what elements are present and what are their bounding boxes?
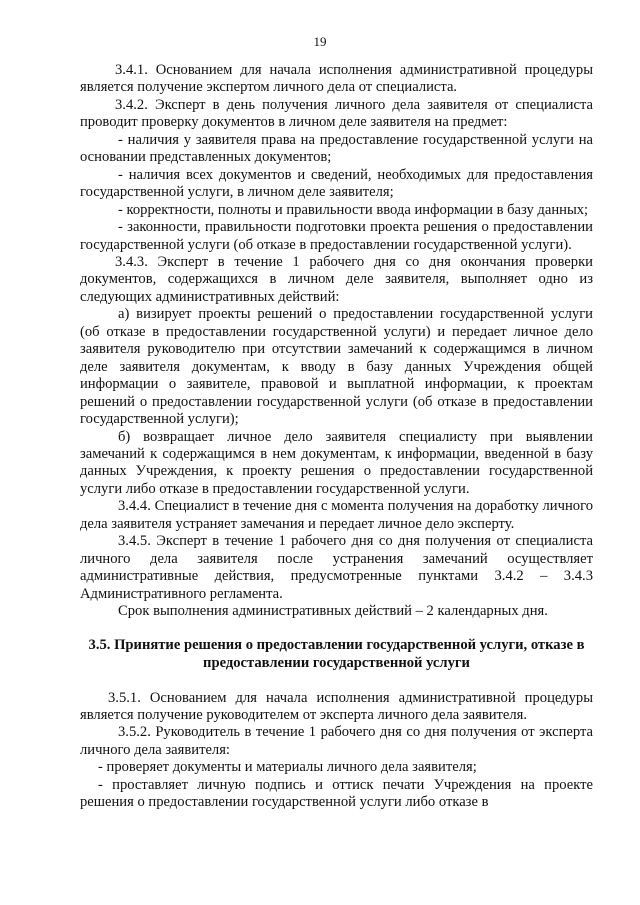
list-item-correctness: - корректности, полноты и правильности ввода информации в базу данных; [118,201,589,218]
paragraph-3-4-2: 3.4.2. Эксперт в день получения личного дела заявителя от специалиста проводит проверку документов в личном деле заявителя на предмет: [80,96,593,131]
list-item-rights: - наличия у заявителя права на предоставление государственной услуги на основании представленных документов; [80,131,593,166]
document-body [80,62,593,812]
paragraph-3-5-2: 3.5.2. Руководитель в течение 1 рабочего дня со дня получения от эксперта личного дела заявителя: [80,724,593,758]
list-item-documents: - наличия всех документов и сведений, необходимых для предоставления государственной услуги, в личном деле заявителя; [80,166,593,201]
page-number: 19 [313,34,327,49]
paragraph-3-4-4: 3.4.4. Специалист в течение дня с момента получения на доработку личного дела заявителя устраняет замечания и передает личное дело эксперту. [80,498,593,532]
list-item-b: б) возвращает личное дело заявителя специалисту при выявлении замечаний к содержащимся в нем документам, к информации, введенной в базу данных Учреждения, к проекту решения о предоставлении государственной услуги либо отказе в предоставлении государственной услуги. [80,428,593,497]
section-heading-3-5: 3.5. Принятие решения о предоставлении государственной услуги, отказе в предоставлении государственной услуги [88,636,585,671]
list-item-check: - проверяет документы и материалы личного дела заявителя; [98,759,477,776]
paragraph-3-4-1: 3.4.1. Основанием для начала исполнения административной процедуры является получение экспертом личного дела от специалиста. [80,62,593,96]
list-item-sign: - проставляет личную подпись и оттиск печати Учреждения на проекте решения о предоставлении государственной услуги либо отказе в [80,776,593,811]
paragraph-3-5-1: 3.5.1. Основанием для начала исполнения административной процедуры является получение руководителем от эксперта личного дела заявителя. [80,689,593,723]
deadline-note: Срок выполнения административных действий – 2 календарных дня. [118,603,548,620]
list-item-a: а) визирует проекты решений о предоставлении государственной услуги (об отказе в предоставлении государственной услуги) и передает личное дело заявителя руководителю при отсутствии замечаний к содержащимся в личном деле заявителя документам, к вводу в базу данных Учреждения общей информации о заявителе, правовой и выплатной информации, к проектам решений о предоставлении государственной услуги (об отказе в предоставлении государственной услуги); [80,306,593,428]
paragraph-3-4-3: 3.4.3. Эксперт в течение 1 рабочего дня со дня окончания проверки документов, содержащихся в личном деле заявителя, выполняет одно из следующих административных действий: [80,253,593,305]
list-item-legality: - законности, правильности подготовки проекта решения о предоставлении государственной услуги (об отказе в предоставлении государственной услуги). [80,219,593,253]
paragraph-3-4-5: 3.4.5. Эксперт в течение 1 рабочего дня со дня получения от специалиста личного дела заявителя после устранения замечаний осуществляет административные действия, предусмотренные пунктами 3.4.2 – 3.4.3 Административного регламента. [80,533,593,602]
